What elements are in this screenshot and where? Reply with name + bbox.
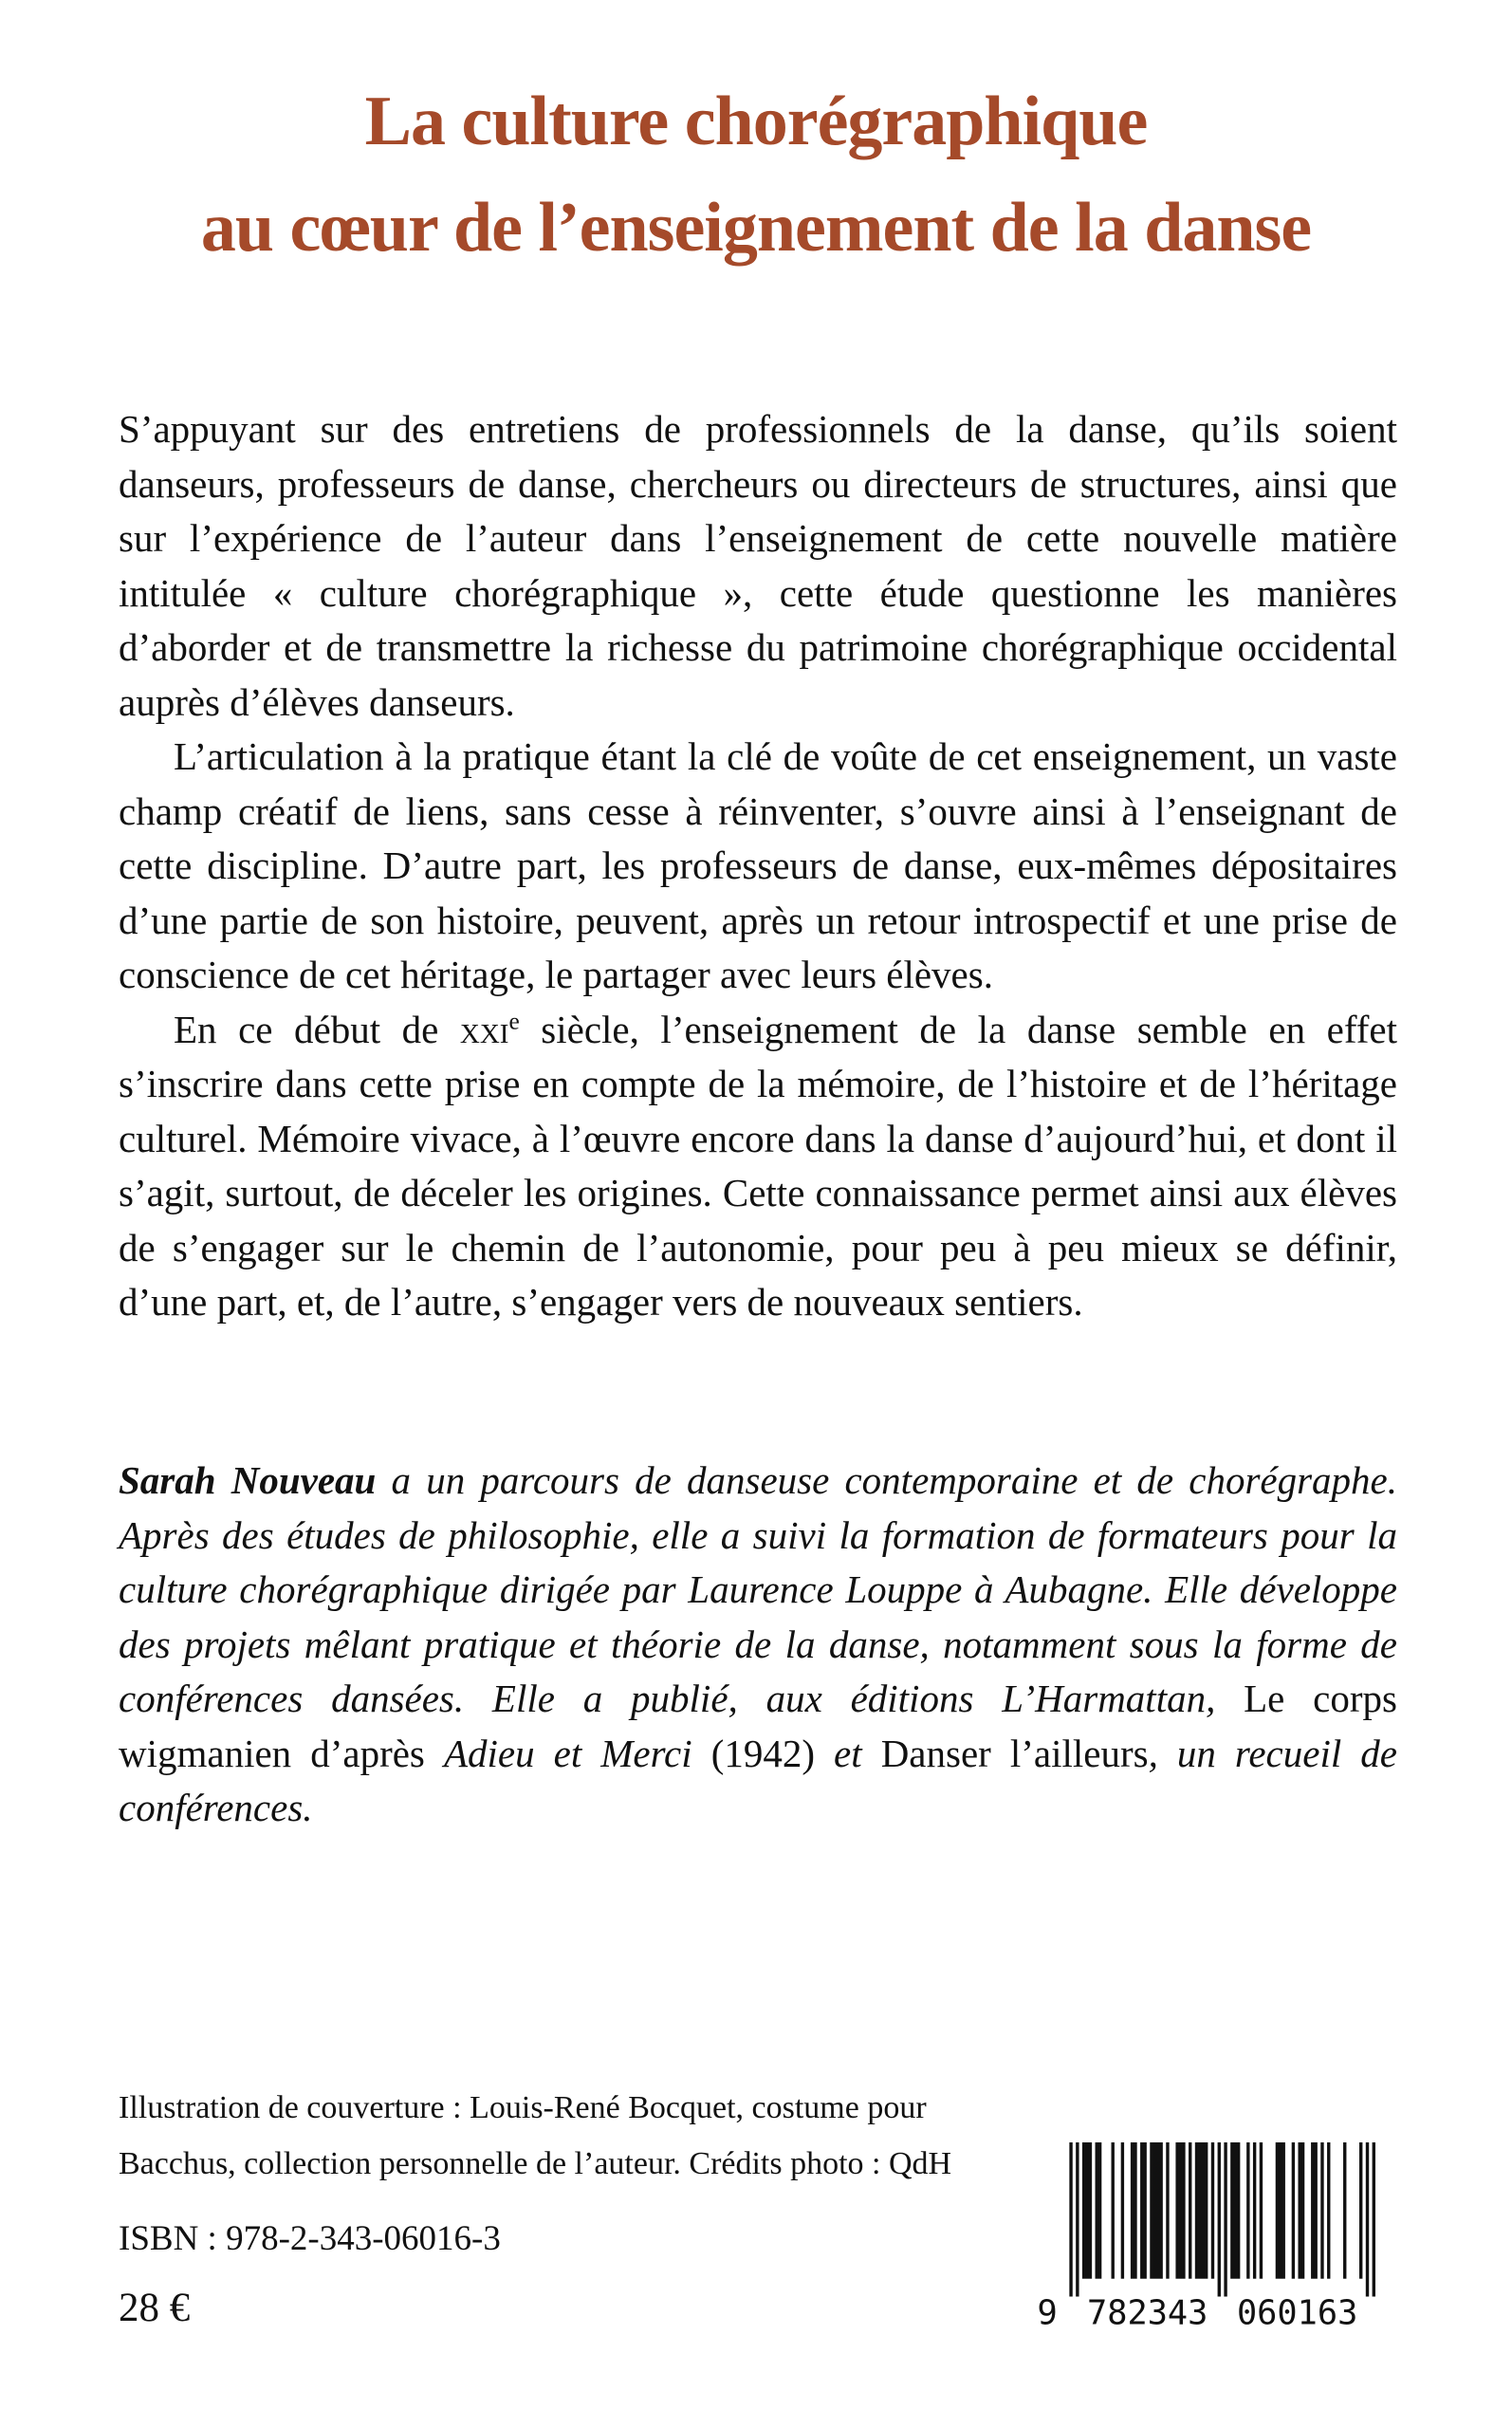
synopsis-paragraph [119,402,1397,730]
text-segment: Sarah Nouveau [119,1458,377,1502]
synopsis [119,402,1397,1330]
book-title-line2: au cœur de l’enseignement de la danse [200,189,1312,267]
text-segment: L’articulation à la pratique étant la clé de voûte de cet enseignement, un vaste champ créatif de liens, sans cesse à réinventer, s’ouvre ainsi à l’enseignant de cette discipline. D’autre part, les professeurs de danse, eux-mêmes dépositaires d’une partie de son histoire, peuvent, après un retour introspectif et une prise de conscience de cet héritage, le partager avec leurs élèves. [119,734,1397,996]
svg-text:9: 9 [1037,2293,1058,2327]
cover-illustration-credit [119,2080,951,2192]
price-label: 28 € [119,2286,191,2330]
text-segment: S’appuyant sur des entretiens de professionnels de la danse, qu’ils soient danseurs, professeurs de danse, chercheurs ou directeurs de structures, ainsi que sur l’expérience de l’auteur dans l’enseignement de cette nouvelle matière intitulée « culture chorégraphique », cette étude questionne les manières d’aborder et de transmettre la richesse du patrimoine chorégraphique occidental auprès d’élèves danseurs. [119,407,1397,724]
text-segment: En ce début de [174,1007,460,1051]
isbn-label: ISBN : 978-2-343-06016-3 [119,2219,501,2258]
svg-text:060163: 060163 [1236,2293,1358,2327]
text-segment: xxi [459,1007,509,1051]
text-segment: , un recueil de conférences. [119,1731,1397,1829]
ean-barcode [1034,2142,1375,2327]
synopsis-paragraph [119,730,1397,1003]
ean-barcode-svg [1034,2142,1375,2327]
text-segment: (1942) [691,1731,835,1775]
text-segment: et [834,1731,862,1775]
book-title [0,68,1512,281]
credit-line1: Illustration de couverture : Louis-René Bocquet, costume pour [119,2090,927,2125]
book-title-line1: La culture chorégraphique [364,83,1148,160]
text-segment: Le corps wigmanien d’après [119,1677,1397,1775]
text-segment: a un parcours de danseuse contemporaine et de chorégraphe. Après des études de philosophie, elle a suivi la formation de formateurs pour la culture chorégraphique dirigée par Laurence Louppe à Aubagne. Elle développe des projets mêlant pratique et théorie de la danse, notamment sous la forme de conférences dansées. Elle a publié, aux éditions L’Harmattan, [119,1458,1398,1720]
credit-line2: Bacchus, collection personnelle de l’auteur. Crédits photo : QdH [119,2146,952,2181]
author-bio [119,1454,1397,1836]
text-segment: e [508,1007,520,1034]
svg-text:782343: 782343 [1087,2293,1208,2327]
text-segment: siècle, l’enseignement de la danse semble en effet s’inscrire dans cette prise en compte de la mémoire, de l’histoire et de l’héritage culturel. Mémoire vivace, à l’œuvre encore dans la danse d’aujourd’hui, et dont il s’agit, surtout, de déceler les origines. Cette connaissance permet ainsi aux élèves de s’engager sur le chemin de l’autonomie, pour peu à peu mieux se définir, d’une part, et, de l’autre, s’engager vers de nouveaux sentiers. [119,1007,1397,1324]
text-segment: Adieu et Merci [443,1731,692,1775]
synopsis-paragraph [119,1003,1397,1330]
text-segment: Danser l’ailleurs [861,1731,1149,1775]
